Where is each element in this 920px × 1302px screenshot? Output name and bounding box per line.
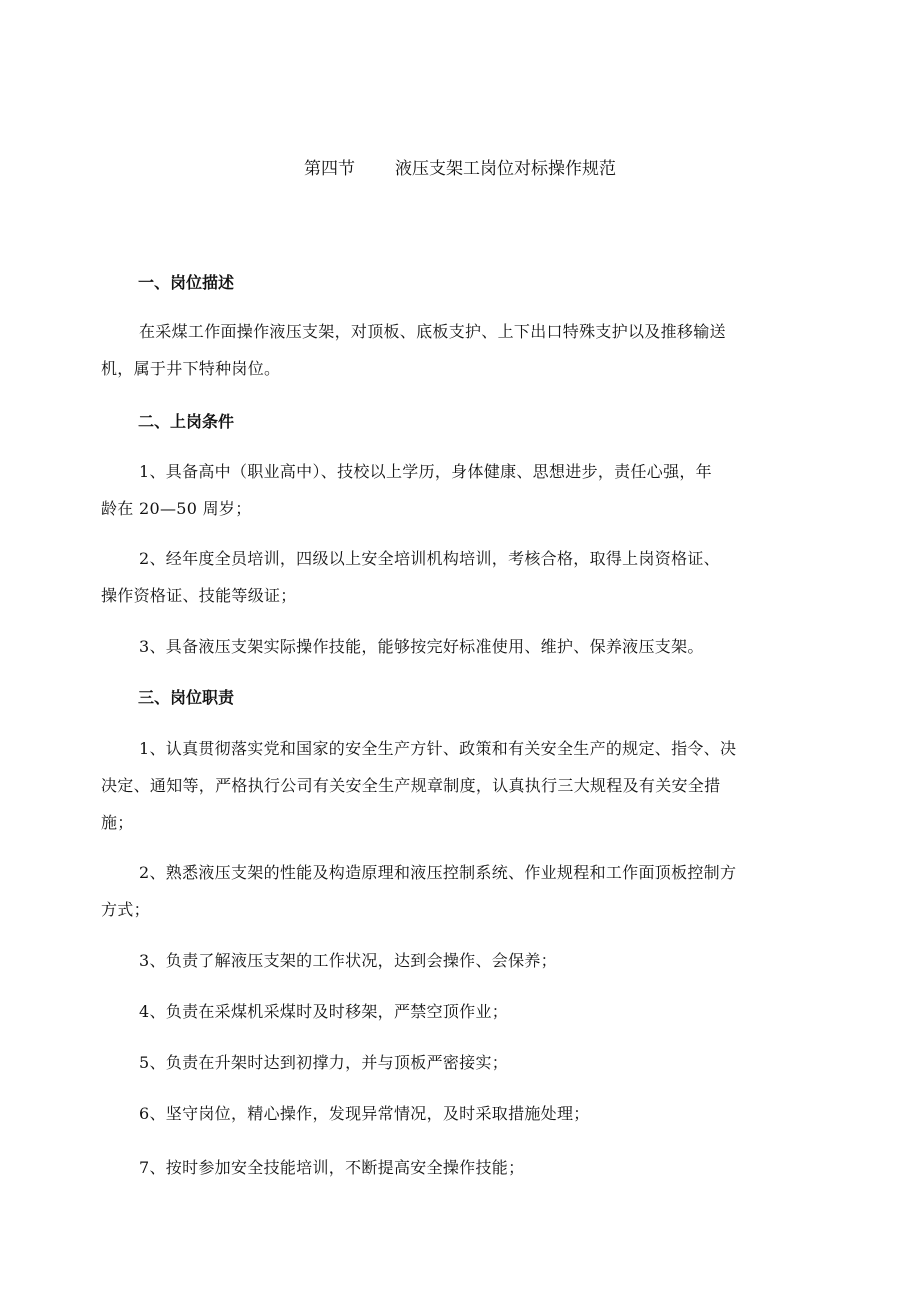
paragraph-line: 2、熟悉液压支架的性能及构造原理和液压控制系统、作业规程和工作面顶板控制方 — [139, 863, 737, 882]
section-heading-requirements: 二、上岗条件 — [138, 412, 235, 431]
paragraph-line: 5、负责在升架时达到初撑力，并与顶板严密接实； — [139, 1053, 509, 1072]
paragraph-line: 1、认真贯彻落实党和国家的安全生产方针、政策和有关安全生产的规定、指令、决 — [139, 739, 737, 758]
paragraph-line: 决定、通知等，严格执行公司有关安全生产规章制度，认真执行三大规程及有关安全措 — [101, 776, 721, 795]
paragraph-line: 7、按时参加安全技能培训，不断提高安全操作技能； — [139, 1158, 525, 1177]
section-heading-responsibilities: 三、岗位职责 — [138, 688, 235, 707]
paragraph-line: 2、经年度全员培训，四级以上安全培训机构培训，考核合格，取得上岗资格证、 — [139, 549, 720, 568]
paragraph-line: 6、坚守岗位，精心操作，发现异常情况，及时采取措施处理； — [139, 1104, 590, 1123]
paragraph-line: 施； — [101, 813, 134, 832]
paragraph-line: 4、负责在采煤机采煤时及时移架，严禁空顶作业； — [139, 1002, 509, 1021]
section-heading-job-description: 一、岗位描述 — [138, 273, 235, 292]
paragraph-line: 操作资格证、技能等级证； — [101, 586, 297, 605]
paragraph-line: 3、具备液压支架实际操作技能，能够按完好标准使用、维护、保养液压支架。 — [139, 637, 704, 656]
paragraph-line: 机，属于井下特种岗位。 — [101, 359, 281, 378]
title-section-number: 第四节 — [304, 159, 355, 179]
paragraph-line: 方式； — [101, 900, 150, 919]
title-text: 液压支架工岗位对标操作规范 — [395, 159, 616, 179]
page-title — [0, 157, 920, 181]
paragraph-line: 在采煤工作面操作液压支架，对顶板、底板支护、上下出口特殊支护以及推移输送 — [139, 322, 726, 341]
paragraph-line: 3、负责了解液压支架的工作状况，达到会操作、会保养； — [139, 951, 557, 970]
paragraph-line: 1、具备高中（职业高中）、技校以上学历，身体健康、思想进步，责任心强，年 — [139, 462, 712, 481]
paragraph-line: 龄在 20—50 周岁； — [101, 499, 252, 518]
